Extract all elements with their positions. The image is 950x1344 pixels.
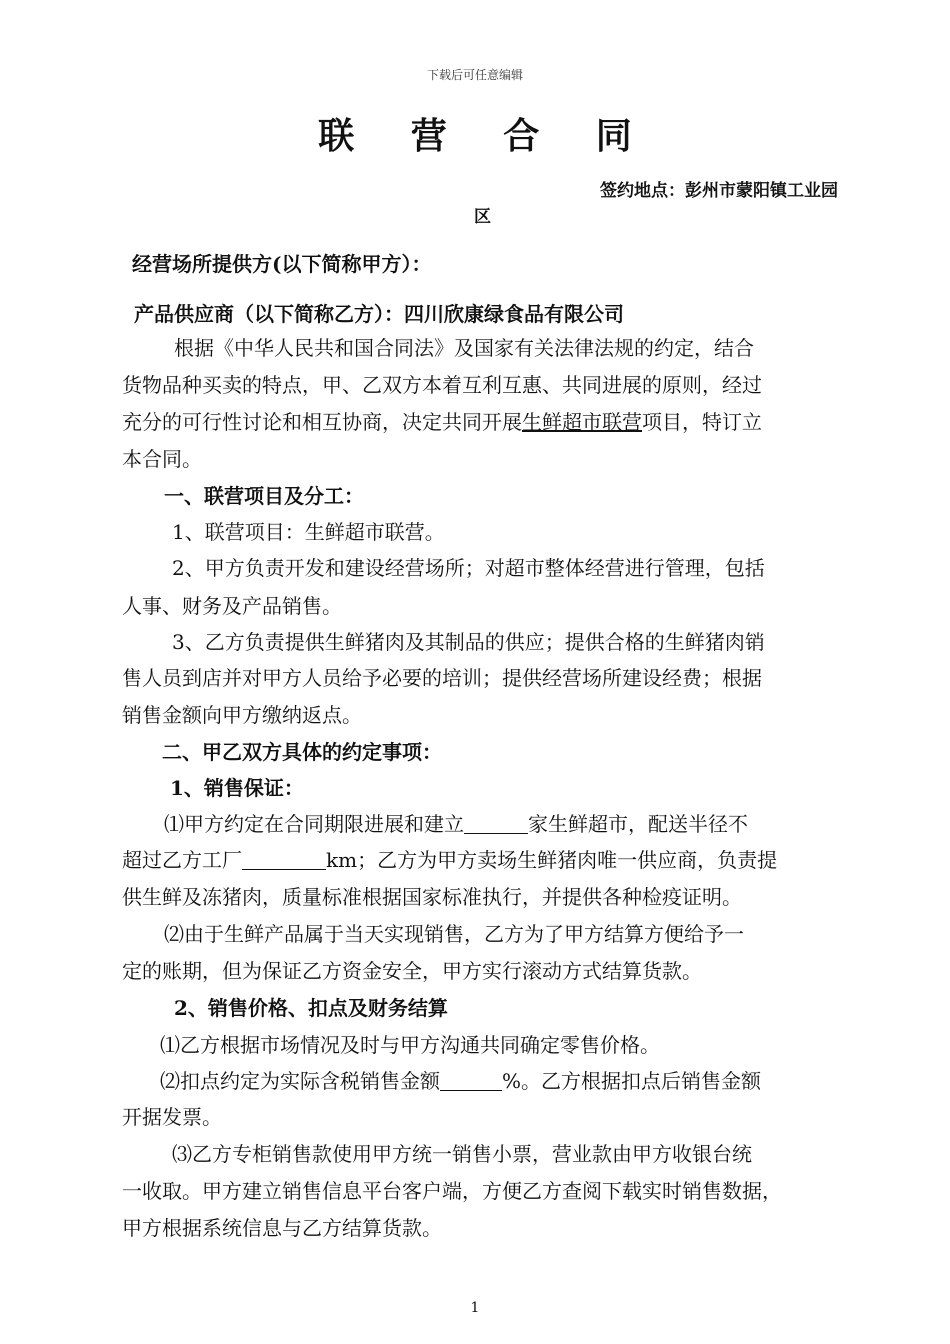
store-count-blank[interactable]: [464, 815, 528, 834]
clause-line: [160, 1069, 761, 1093]
clause-line: 供生鲜及冻猪肉，质量标准根据国家标准执行，并提供各种检疫证明。: [122, 885, 742, 909]
project-name: 生鲜超市联营: [522, 410, 642, 434]
preamble-line-1: 根据《中华人民共和国合同法》及国家有关法律法规的约定，结合: [174, 336, 754, 360]
clause-line: ⑵由于生鲜产品属于当天实现销售，乙方为了甲方结算方便给予一: [164, 922, 744, 946]
clause-line: ⑴乙方根据市场情况及时与甲方沟通共同确定零售价格。: [160, 1033, 660, 1057]
preamble-text: 充分的可行性讨论和相互协商，决定共同开展: [122, 410, 522, 434]
preamble-text: 项目，特订立: [642, 410, 762, 434]
preamble-line-4: 本合同。: [122, 447, 202, 471]
clause-text: ⑵扣点约定为实际含税销售金额: [160, 1069, 440, 1093]
clause-text: 家生鲜超市，配送半径不: [528, 812, 748, 836]
page-number: 1: [470, 1300, 480, 1316]
section-heading: 二、甲乙双方具体的约定事项：: [162, 740, 442, 764]
clause-line: ⑶乙方专柜销售款使用甲方统一销售小票，营业款由甲方收银台统: [172, 1142, 752, 1166]
section-heading: 一、联营项目及分工：: [164, 484, 364, 508]
party-b: 产品供应商（以下简称乙方）：四川欣康绿食品有限公司: [134, 302, 624, 326]
clause-line: 2、甲方负责开发和建设经营场所；对超市整体经营进行管理，包括: [172, 556, 765, 580]
clause-line: [122, 848, 777, 872]
clause-line: 开据发票。: [122, 1105, 222, 1129]
clause-line: [164, 812, 748, 836]
preamble-line-3: [122, 410, 762, 434]
clause-line: 一收取。甲方建立销售信息平台客户端，方便乙方查阅下载实时销售数据，: [122, 1179, 782, 1203]
clause-line: 甲方根据系统信息与乙方结算货款。: [122, 1216, 442, 1240]
party-a: 经营场所提供方(以下简称甲方）：: [132, 252, 432, 276]
clause-text: 超过乙方工厂: [122, 848, 242, 872]
clause-line: 销售金额向甲方缴纳返点。: [122, 703, 362, 727]
distance-blank[interactable]: [242, 851, 326, 870]
clause-text: ⑴甲方约定在合同期限进展和建立: [164, 812, 464, 836]
subsection-heading: 1、销售保证：: [170, 776, 304, 800]
clause-line: 定的账期，但为保证乙方资金安全，甲方实行滚动方式结算货款。: [122, 959, 702, 983]
clause-line: 售人员到店并对甲方人员给予必要的培训；提供经营场所建设经费；根据: [122, 666, 762, 690]
clause-text: %。乙方根据扣点后销售金额: [502, 1069, 762, 1093]
preamble-line-2: 货物品种买卖的特点，甲、乙双方本着互利互惠、共同进展的原则，经过: [122, 373, 762, 397]
signing-place: 签约地点：彭州市蒙阳镇工业园: [600, 181, 838, 201]
clause-line: 3、乙方负责提供生鲜猪肉及其制品的供应；提供合格的生鲜猪肉销: [172, 630, 765, 654]
clause-line: 人事、财务及产品销售。: [122, 594, 342, 618]
signing-place-wrap: 区: [474, 207, 491, 227]
clause-line: 1、联营项目：生鲜超市联营。: [172, 520, 445, 544]
header-note: 下载后可任意编辑: [426, 68, 523, 82]
subsection-heading: 2、销售价格、扣点及财务结算: [174, 996, 448, 1020]
clause-text: km；乙方为甲方卖场生鲜猪肉唯一供应商，负责提: [326, 848, 778, 872]
document-title: 联 营 合 同: [318, 115, 654, 157]
deduction-rate-blank[interactable]: [440, 1072, 502, 1091]
